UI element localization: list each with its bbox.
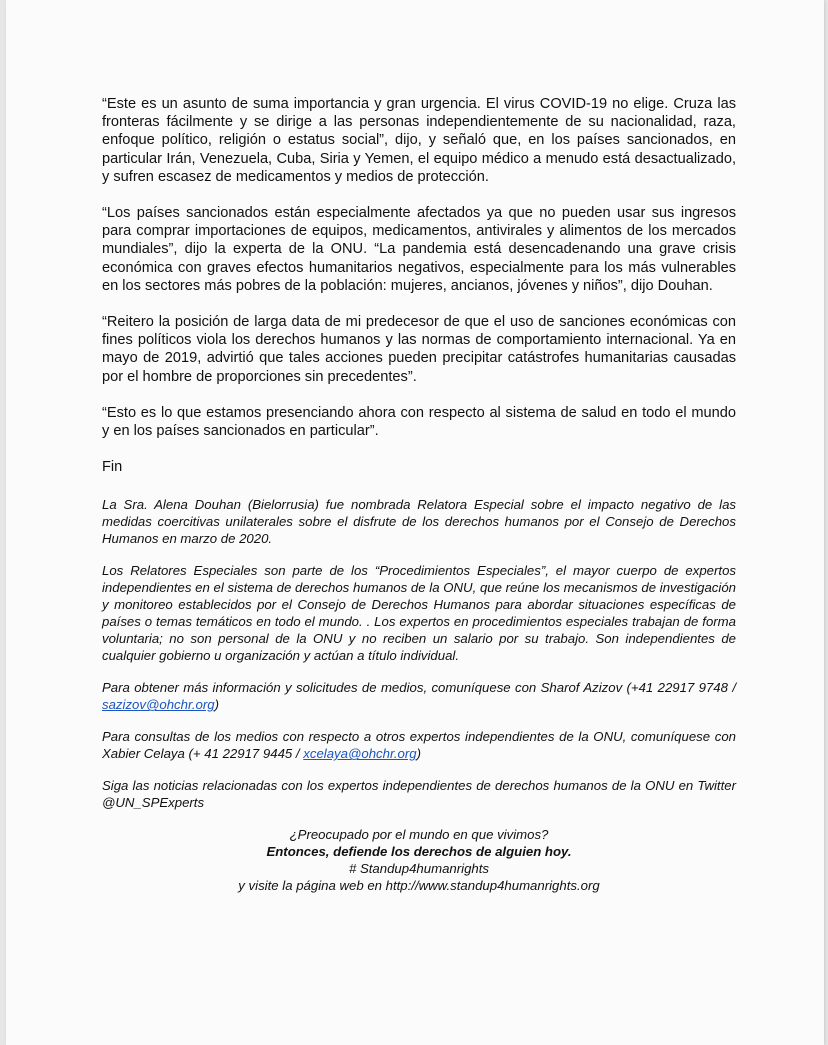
note-contact-azizov bbox=[102, 679, 736, 713]
email-link-azizov[interactable]: sazizov@ohchr.org bbox=[102, 697, 215, 713]
email-link-celaya[interactable]: xcelaya@ohchr.org bbox=[303, 746, 417, 762]
footer-hashtag: # Standup4humanrights bbox=[348, 861, 490, 877]
footer-campaign bbox=[102, 826, 736, 894]
footer-website: y visite la página web en http://www.standup4humanrights.org bbox=[238, 878, 600, 894]
contact-azizov-close: ) bbox=[214, 697, 219, 713]
note-contact-celaya bbox=[102, 728, 736, 762]
contact-celaya-text: Para consultas de los medios con respecto a otros expertos independientes de la ONU, comuníquese con Xabier Celaya (+ 41 22917 9445 / bbox=[102, 729, 736, 762]
document-page bbox=[6, 0, 824, 1045]
note-special-rapporteurs: Los Relatores Especiales son parte de los “Procedimientos Especiales”, el mayor cuerpo de expertos independientes en el sistema de derechos humanos de la ONU, que reúne los mecanismos de investigación y monitoreo establecidos por el Consejo de Derechos Humanos para abordar situaciones específicas de países o temas temáticos en todo el mundo. . Los expertos en procedimientos especiales trabajan de forma voluntaria; no son personal de la ONU y no reciben un salario por su trabajo. Son independientes de cualquier gobierno u organización y actúan a título individual. bbox=[102, 563, 736, 664]
document-body bbox=[102, 95, 736, 894]
footer-call-to-action: Entonces, defiende los derechos de alguien hoy. bbox=[266, 844, 572, 860]
contact-celaya-close: ) bbox=[416, 746, 421, 762]
footer-question: ¿Preocupado por el mundo en que vivimos? bbox=[289, 827, 549, 843]
paragraph-quote-sanctioned-countries: “Los países sancionados están especialmente afectados ya que no pueden usar sus ingresos para comprar importaciones de equipos, medicamentos, antivirales y alimentos de los mercados mundiales”, dijo la experta de la ONU. “La pandemia está desencadenando una grave crisis económica con graves efectos humanitarios negativos, especialmente para los más vulnerables en los sectores más pobres de la población: mujeres, ancianos, jóvenes y niños”, dijo Douhan. bbox=[102, 205, 736, 294]
note-douhan-bio: La Sra. Alena Douhan (Bielorrusia) fue nombrada Relatora Especial sobre el impacto negativo de las medidas coercitivas unilaterales sobre el disfrute de los derechos humanos por el Consejo de Derechos Humanos en marzo de 2020. bbox=[102, 497, 736, 547]
contact-azizov-text: Para obtener más información y solicitudes de medios, comuníquese con Sharof Azizov (+41 22917 9748 / bbox=[102, 680, 736, 696]
fin-label: Fin bbox=[102, 459, 123, 476]
paragraph-quote-urgency: “Este es un asunto de suma importancia y gran urgencia. El virus COVID-19 no elige. Cruza las fronteras fácilmente y se dirige a las personas independientemente de su nacionalidad, raza, enfoque político, religión o estatus social”, dijo, y señaló que, en los países sancionados, en particular Irán, Venezuela, Cuba, Siria y Yemen, el equipo médico a menudo está desactualizado, y sufren escasez de medicamentos y medios de protección. bbox=[102, 96, 736, 185]
paragraph-quote-predecessor: “Reitero la posición de larga data de mi predecesor de que el uso de sanciones económicas con fines políticos viola los derechos humanos y las normas de comportamiento internacional. Ya en mayo de 2019, advirtió que tales acciones pueden precipitar catástrofes humanitarias causadas por el hombre de proporciones sin precedentes”. bbox=[102, 314, 736, 385]
paragraph-quote-witnessing: “Esto es lo que estamos presenciando ahora con respecto al sistema de salud en todo el mundo y en los países sancionados en particular”. bbox=[102, 404, 736, 440]
note-twitter: Siga las noticias relacionadas con los expertos independientes de derechos humanos de la ONU en Twitter @UN_SPExperts bbox=[102, 778, 736, 811]
